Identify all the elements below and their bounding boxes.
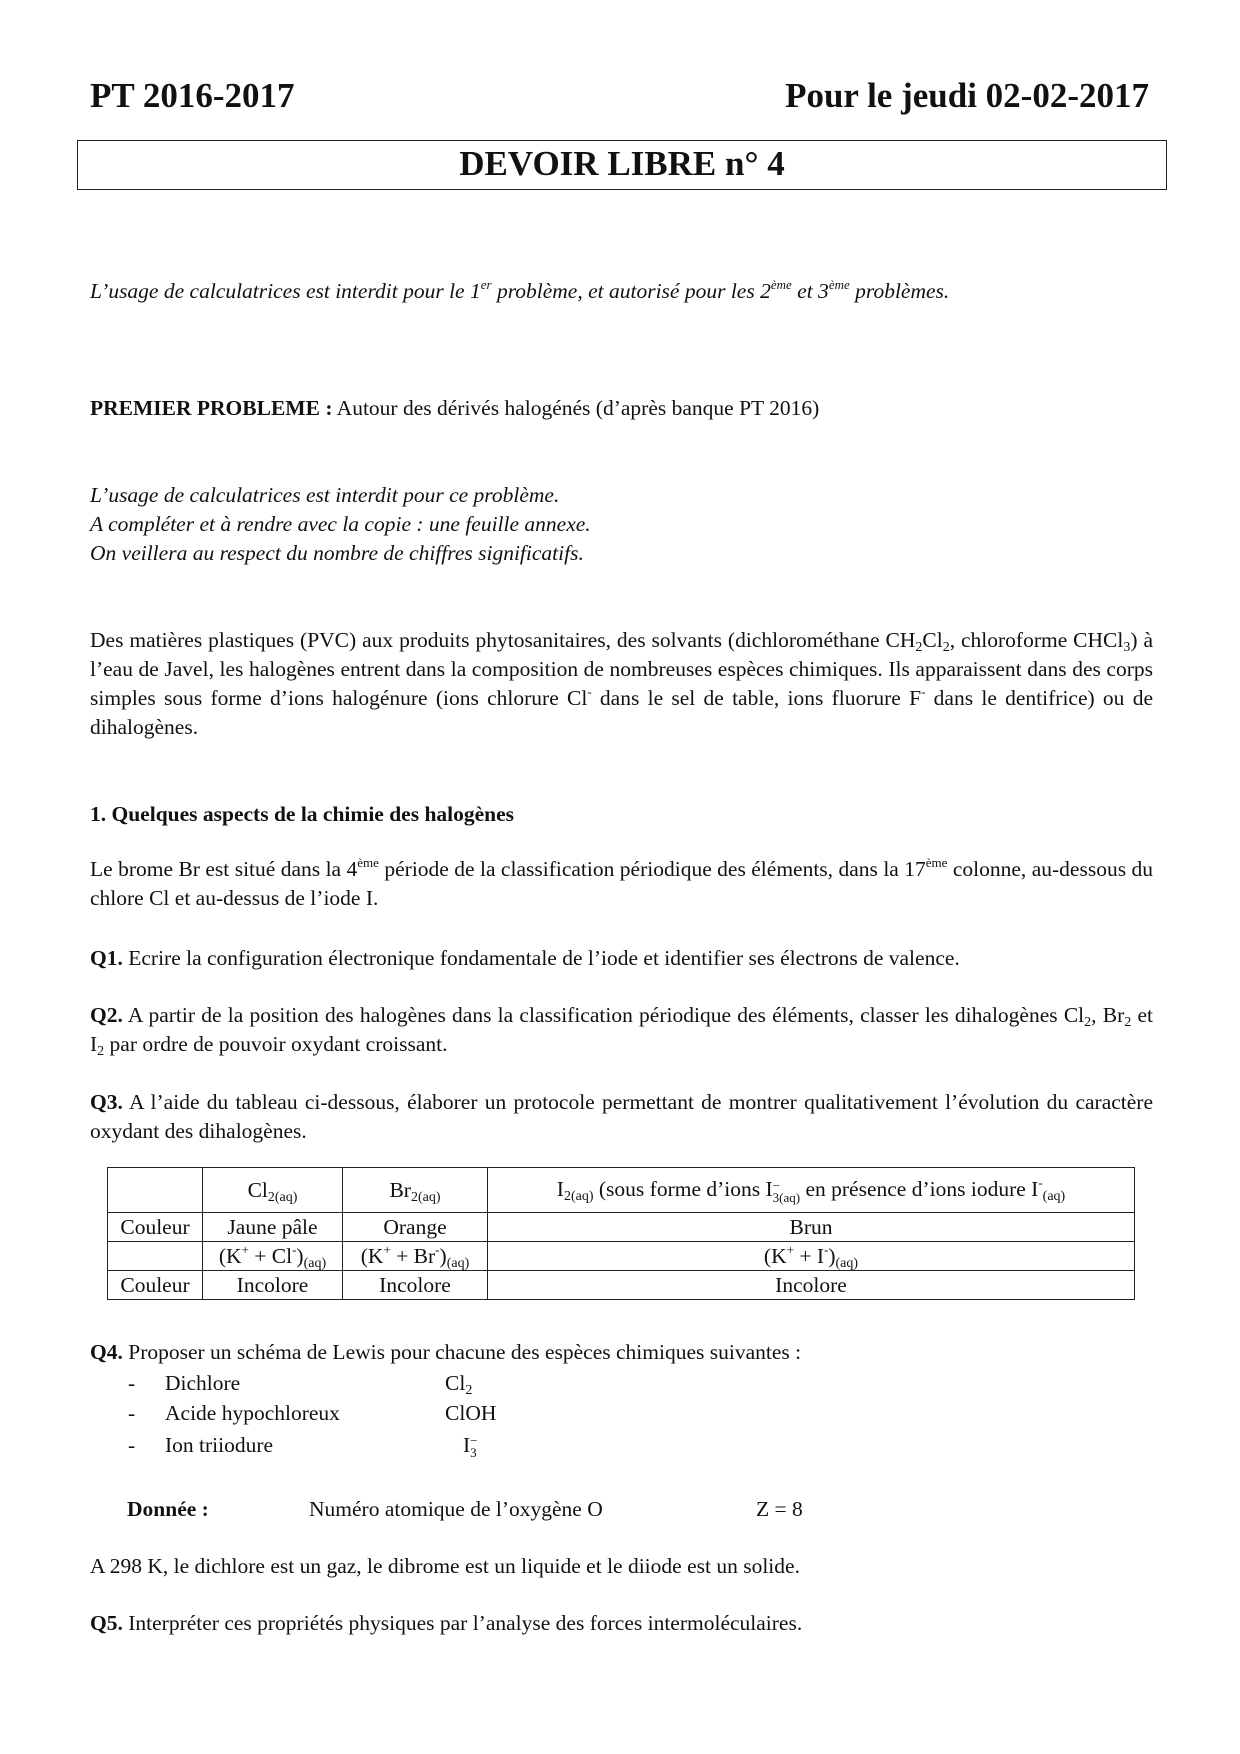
lewis-dash: - (128, 1401, 136, 1425)
table-row (108, 1168, 1135, 1213)
table-row (108, 1242, 1135, 1271)
table-cell: Couleur (108, 1213, 203, 1242)
table-cell: Brun (488, 1213, 1135, 1242)
class-year: PT 2016-2017 (90, 76, 295, 115)
table-cell: Orange (343, 1213, 488, 1242)
intro-paragraph: Des matières plastiques (PVC) aux produits phytosanitaires, des solvants (dichlorométhane $CH_2Cl_2$, chloroforme CHCl$_3$) à l’eau de Javel, les halogènes entrent dans la composition de nombreuses espèces chimiques. Ils apparaissent dans des corps simples sous forme d’ions halogénure (ions chlorure Cl- dans le sel de table, ions fluorure F- dans le dentifrice) ou de dihalogènes. (90, 628, 1153, 739)
section-intro: Le brome Br est situé dans la 4ème période de la classification périodique des éléments, dans la 17ème colonne, au-dessous du chlore Cl et au-dessus de l’iode I. (90, 855, 1153, 910)
lewis-dash: - (128, 1371, 136, 1395)
table-cell: $(K^+ + Br^-)_{(aq)}$ (343, 1242, 488, 1271)
instructions (90, 481, 1153, 568)
section-title: 1. Quelques aspects de la chimie des halogènes (90, 802, 515, 826)
table-cell: $(K^+ + Cl^-)_{(aq)}$ (203, 1242, 343, 1271)
data-text: Numéro atomique de l’oxygène O (309, 1497, 603, 1521)
species-name: Dichlore (165, 1371, 241, 1395)
states-statement: A 298 K, le dichlore est un gaz, le dibrome est un liquide et le diiode est un solide. (90, 1554, 800, 1578)
question-2: Q2. A partir de la position des halogènes dans la classification périodique des éléments, classer les dihalogènes $Cl_2$, $Br_2$ et $I_2$ par ordre de pouvoir oxydant croissant. (90, 1003, 1153, 1059)
species-formula: ClOH (445, 1401, 497, 1425)
data-value: Z = 8 (756, 1497, 803, 1521)
instruction-line: L’usage de calculatrices est interdit pour ce problème. (90, 483, 560, 507)
table-cell: $Cl_{2(aq)}$ (203, 1168, 343, 1213)
problem-heading (90, 394, 1153, 423)
instruction-line: A compléter et à rendre avec la copie : une feuille annexe. (90, 512, 591, 536)
instruction-line: On veillera au respect du nombre de chiffres significatifs. (90, 541, 584, 565)
question-5: Q5. Interpréter ces propriétés physiques par l’analyse des forces intermoléculaires. (90, 1611, 803, 1635)
due-date: Pour le jeudi 02-02-2017 (785, 76, 1149, 115)
halogen-color-table (107, 1167, 1135, 1300)
table-cell: Couleur (108, 1271, 203, 1300)
table-cell (108, 1168, 203, 1213)
calculator-note: L’usage de calculatrices est interdit pour le 1er problème, et autorisé pour les 2ème et 3ème problèmes. (90, 277, 950, 303)
question-1: Q1. Ecrire la configuration électronique fondamentale de l’iode et identifier ses électrons de valence. (90, 946, 960, 970)
table-cell: Incolore (203, 1271, 343, 1300)
table-cell: Incolore (488, 1271, 1135, 1300)
table-row (108, 1213, 1135, 1242)
species-name: Acide hypochloreux (165, 1401, 340, 1425)
table-cell: $I_{2(aq)}$ (sous forme d’ions I − 3(aq) en présence d’ions iodure $I^-_{(aq)}$ (488, 1168, 1135, 1213)
table-cell (108, 1242, 203, 1271)
question-3: Q3. A l’aide du tableau ci-dessous, élaborer un protocole permettant de montrer qualitativement l’évolution du caractère oxydant des dihalogènes. (90, 1090, 1153, 1143)
table-cell: Jaune pâle (203, 1213, 343, 1242)
species-formula: I − 3 (463, 1433, 478, 1461)
data-label: Donnée : (127, 1497, 209, 1521)
species-formula: $Cl_2$ (445, 1371, 473, 1398)
table-row (108, 1271, 1135, 1300)
problem-label: PREMIER PROBLEME : (90, 396, 333, 420)
table-cell: $Br_{2(aq)}$ (343, 1168, 488, 1213)
species-name: Ion triiodure (165, 1433, 274, 1457)
lewis-dash: - (128, 1433, 136, 1457)
problem-subtitle: Autour des dérivés halogénés (d’après banque PT 2016) (332, 396, 820, 420)
page-title: DEVOIR LIBRE n° 4 (77, 140, 1167, 190)
table-cell: $(K^+ + I^-)_{(aq)}$ (488, 1242, 1135, 1271)
question-4: Q4. Proposer un schéma de Lewis pour chacune des espèces chimiques suivantes : (90, 1340, 802, 1364)
table-cell: Incolore (343, 1271, 488, 1300)
